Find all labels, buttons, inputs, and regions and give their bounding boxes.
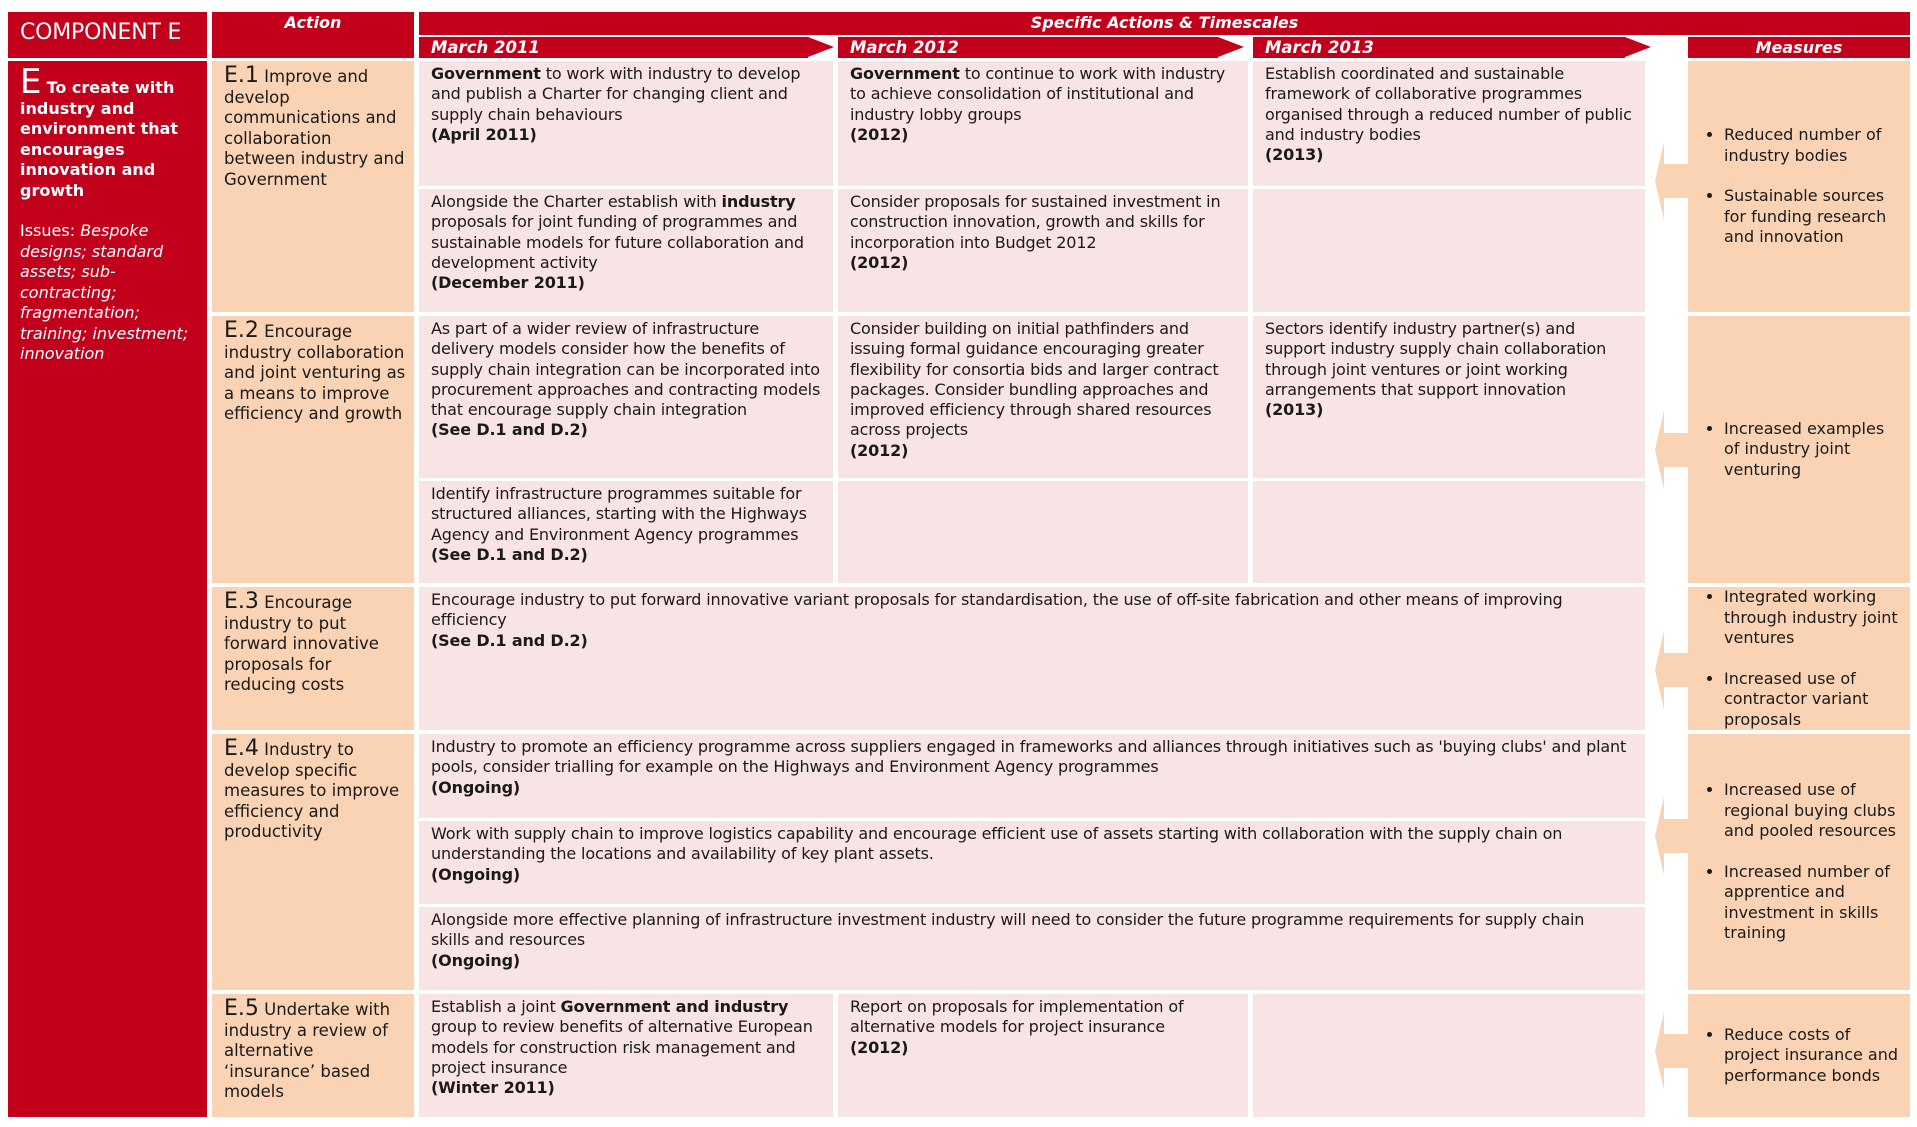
cell-text: Work with supply chain to improve logistics capability and encourage efficient use of assets starting with collaboration with the supply chain on understanding the locations and availability of key plant assets.	[431, 824, 1563, 864]
cell-timescale: (2012)	[850, 1037, 909, 1057]
measures-e3	[1688, 587, 1910, 730]
date-label: March 2012	[850, 38, 959, 57]
timescale-cell	[419, 907, 1645, 990]
cell-text: proposals for joint funding of programmes and sustainable models for future collaboration and development activity	[431, 212, 804, 272]
empty-cell	[1253, 481, 1645, 583]
empty-cell	[1253, 189, 1645, 312]
measure-item: • Reduced number of industry bodies	[1724, 125, 1904, 166]
left-arrow-icon	[1655, 411, 1689, 489]
cell-timescale: (Ongoing)	[431, 950, 521, 970]
measure-item: • Sustainable sources for funding research and innovation	[1724, 186, 1904, 248]
cell-text: As part of a wider review of infrastructure delivery models consider how the benefits of supply chain integration can be incorporated into procurement approaches and contracting models that encourage supply chain integration	[431, 319, 821, 420]
measure-item: • Reduce costs of project insurance and performance bonds	[1724, 1025, 1904, 1087]
cell-timescale: (See D.1 and D.2)	[431, 420, 588, 440]
cell-text: Alongside more effective planning of infrastructure investment industry will need to consider the future programme requirements for supply chain skills and resources	[431, 910, 1585, 950]
left-arrow-icon	[1655, 142, 1689, 220]
action-e2	[212, 316, 414, 583]
measure-item: • Increased examples of industry joint venturing	[1724, 419, 1904, 481]
measures-list	[1688, 780, 1904, 944]
measures-list	[1688, 587, 1904, 730]
cell-timescale: (2012)	[850, 124, 909, 144]
cell-text: Consider proposals for sustained investment in construction innovation, growth and skills for incorporation into Budget 2012	[850, 192, 1221, 252]
measures-list	[1688, 125, 1904, 248]
cell-text: Establish coordinated and sustainable framework of collaborative programmes organised through a reduced number of public and industry bodies	[1265, 64, 1632, 144]
component-description	[8, 61, 207, 1117]
empty-cell	[1253, 994, 1645, 1117]
cell-text: Report on proposals for implementation of alternative models for project insurance	[850, 997, 1184, 1037]
timescale-cell	[1253, 316, 1645, 478]
cell-text: Alongside the Charter establish with	[431, 192, 722, 211]
timescale-cell	[1253, 61, 1645, 186]
cell-text: Establish a joint	[431, 997, 561, 1016]
cell-timescale: (2013)	[1265, 400, 1324, 420]
timescale-cell	[419, 587, 1645, 730]
date-label: March 2013	[1265, 38, 1374, 57]
specific-actions-header: Specific Actions & Timescales	[419, 12, 1910, 35]
cell-bold: industry	[721, 192, 796, 211]
timescale-cell	[838, 61, 1248, 186]
cell-bold: Government	[850, 64, 960, 83]
cell-timescale: (December 2011)	[431, 273, 585, 293]
cell-text: to continue to work with industry to achieve consolidation of institutional and industry lobby groups	[850, 64, 1226, 124]
date-label: March 2011	[431, 38, 540, 57]
cell-timescale: (2012)	[850, 440, 909, 460]
action-code: E.1	[224, 63, 259, 88]
action-code: E.2	[224, 318, 259, 343]
component-header: COMPONENT E	[8, 12, 207, 58]
action-text: Encourage industry collaboration and joint venturing as a means to improve efficiency and growth	[224, 322, 406, 423]
measure-item: • Increased use of contractor variant proposals	[1724, 669, 1904, 731]
issues-list: Bespoke designs; standard assets; sub-contracting; fragmentation; training; investment; innovation	[20, 221, 189, 363]
cell-text: Consider building on initial pathfinders and issuing formal guidance encouraging greater flexibility for consortia bids and larger contract packages. Consider bundling approaches and improved efficiency through shared resources across projects	[850, 319, 1219, 440]
measures-list	[1688, 1025, 1904, 1087]
measures-e4	[1688, 734, 1910, 990]
timescale-cell	[419, 481, 833, 583]
cell-text: Identify infrastructure programmes suitable for structured alliances, starting with the Highways Agency and Environment Agency programmes	[431, 484, 807, 544]
cell-bold: Government and industry	[560, 997, 789, 1016]
timeline-arrow-icon	[1625, 37, 1651, 57]
cell-text: group to review benefits of alternative European models for construction risk management and project insurance	[431, 1017, 813, 1077]
timeline-arrow-icon	[1218, 37, 1244, 57]
timescale-cell	[419, 994, 833, 1117]
issues-label: Issues:	[20, 221, 76, 240]
action-e1	[212, 61, 414, 312]
cell-bold: Government	[431, 64, 541, 83]
timescale-cell	[838, 316, 1248, 478]
date-header-2013	[1253, 37, 1625, 58]
action-text: Improve and develop communications and collaboration between industry and Government	[224, 67, 405, 189]
cell-text: Industry to promote an efficiency programme across suppliers engaged in frameworks and alliances through initiatives such as 'buying clubs' and plant pools, consider trialling for example on the Highways and Environment Agency programmes	[431, 737, 1627, 777]
cell-timescale: (Winter 2011)	[431, 1078, 555, 1098]
cell-timescale: (See D.1 and D.2)	[431, 544, 588, 564]
component-letter: E	[20, 62, 42, 102]
measure-item: • Increased number of apprentice and investment in skills training	[1724, 862, 1904, 944]
action-text: Undertake with industry a review of alternative ‘insurance’ based models	[224, 1000, 391, 1101]
action-code: E.3	[224, 589, 259, 614]
measures-header: Measures	[1688, 37, 1910, 58]
measures-e1	[1688, 61, 1910, 312]
action-code: E.5	[224, 996, 259, 1021]
cell-timescale: (See D.1 and D.2)	[431, 630, 588, 650]
component-goal: To create with industry and environment that encourages innovation and growth	[20, 78, 179, 200]
timescale-cell	[419, 189, 833, 312]
date-header-2012	[838, 37, 1218, 58]
measure-item: • Increased use of regional buying clubs and pooled resources	[1724, 780, 1904, 842]
action-e3	[212, 587, 414, 730]
timeline-arrow-icon	[808, 37, 834, 57]
measure-item: • Integrated working through industry joint ventures	[1724, 587, 1904, 649]
left-arrow-icon	[1655, 797, 1689, 875]
measures-e5	[1688, 994, 1910, 1117]
cell-text: Sectors identify industry partner(s) and support industry supply chain collaboration through joint ventures or joint working arrangements that support innovation	[1265, 319, 1607, 399]
timescale-cell	[419, 61, 833, 186]
action-code: E.4	[224, 736, 259, 761]
cell-text: Encourage industry to put forward innovative variant proposals for standardisation, the use of off-site fabrication and other means of improving efficiency	[431, 590, 1563, 630]
empty-cell	[838, 481, 1248, 583]
cell-timescale: (2013)	[1265, 145, 1324, 165]
cell-timescale: (Ongoing)	[431, 777, 521, 797]
cell-timescale: (2012)	[850, 252, 909, 272]
action-header: Action	[212, 12, 414, 58]
action-text: Industry to develop specific measures to improve efficiency and productivity	[224, 740, 400, 841]
cell-timescale: (April 2011)	[431, 124, 537, 144]
action-text: Encourage industry to put forward innovative proposals for reducing costs	[224, 593, 379, 694]
action-e4	[212, 734, 414, 990]
cell-text: to work with industry to develop and publish a Charter for changing client and supply chain behaviours	[431, 64, 801, 124]
timescale-cell	[419, 821, 1645, 904]
left-arrow-icon	[1655, 1012, 1689, 1090]
timescale-cell	[838, 994, 1248, 1117]
component-issues	[20, 221, 197, 365]
timescale-cell	[419, 316, 833, 478]
left-arrow-icon	[1655, 631, 1689, 709]
cell-timescale: (Ongoing)	[431, 864, 521, 884]
measures-list	[1688, 419, 1904, 481]
measures-e2	[1688, 316, 1910, 583]
header-gap	[1651, 37, 1688, 58]
timescale-cell	[419, 734, 1645, 818]
timescale-cell	[838, 189, 1248, 312]
action-e5	[212, 994, 414, 1117]
date-header-2011	[419, 37, 808, 58]
